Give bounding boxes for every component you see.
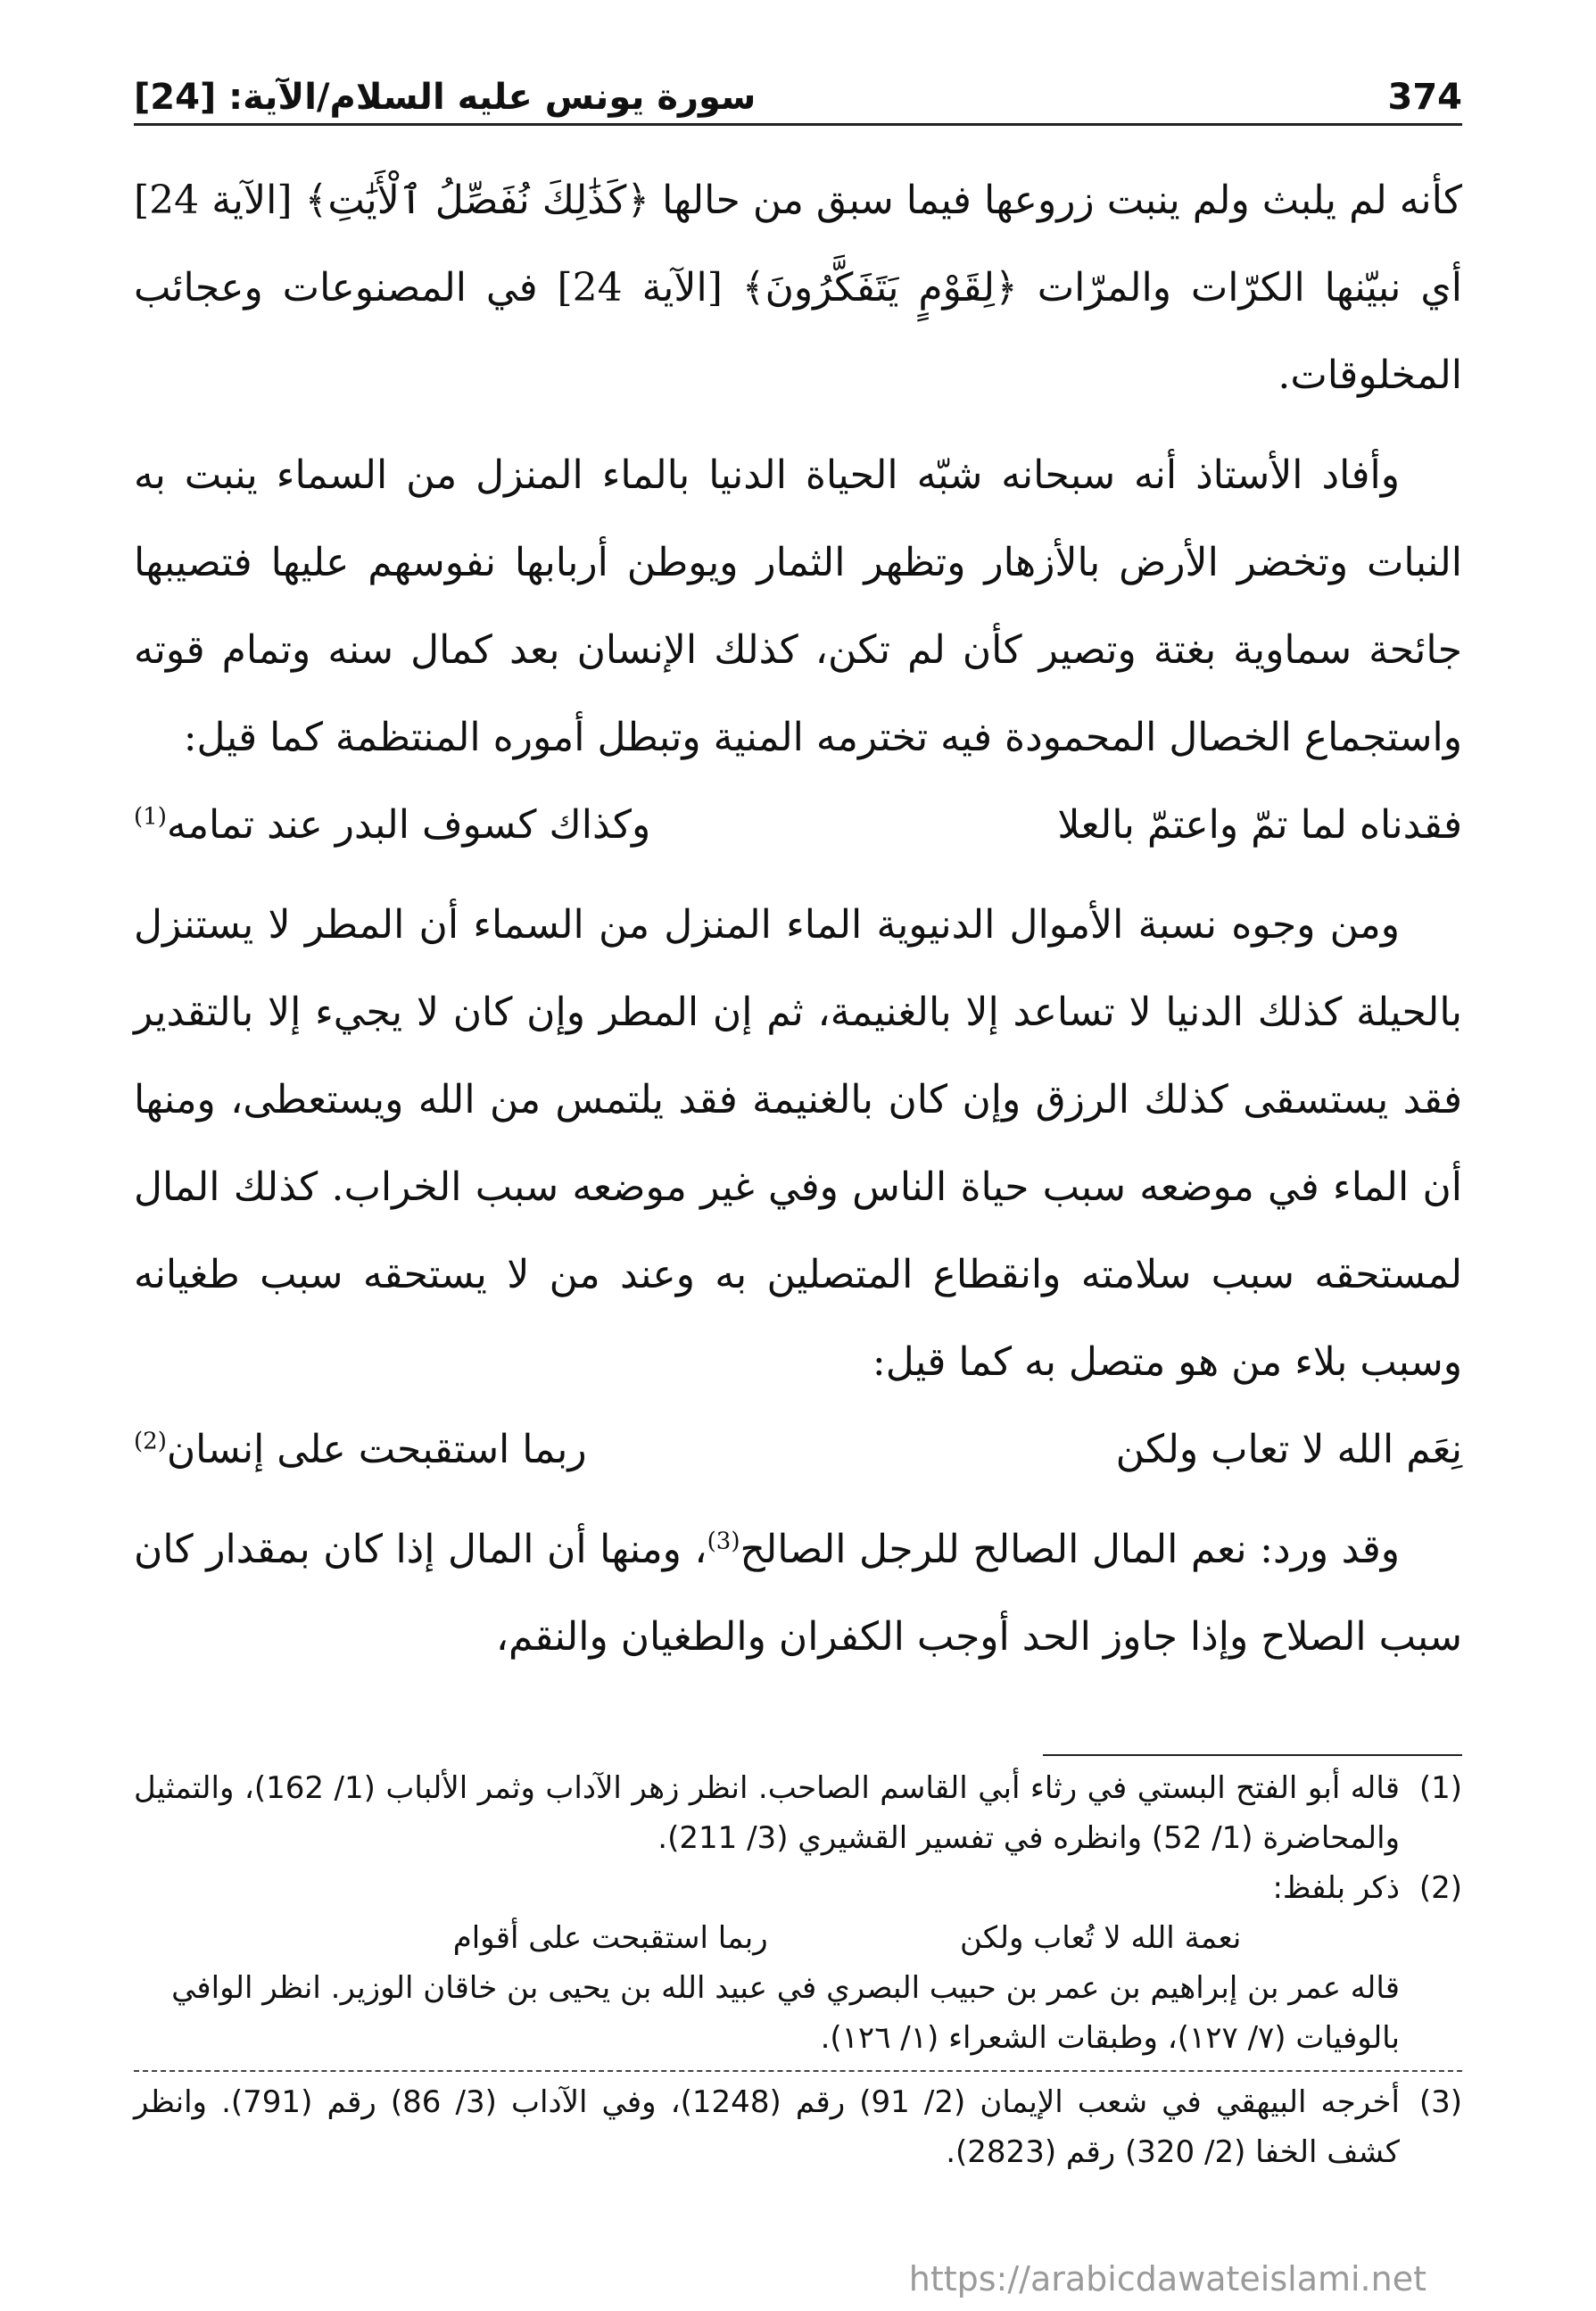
footnote-2-continuation: قاله عمر بن إبراهيم بن عمر بن حبيب البصري في عبيد الله بن يحيى بن خاقان الوزير. انظر الوافي بالوفيات (٧/ ١٢٧)، وطبقات الشعراء (١/ ١٢٦). bbox=[171, 1970, 1400, 2056]
verse-1-second-hemistich bbox=[134, 782, 650, 869]
footnote-3-text: أخرجه البيهقي في شعب الإيمان (2/ 91) رقم (1248)، وفي الآداب (3/ 86) رقم (791). وانظر كشف الخفا (2/ 320) رقم (2823). bbox=[134, 2084, 1400, 2170]
footnote-1 bbox=[134, 1763, 1462, 1863]
page-number: 374 bbox=[1387, 77, 1462, 118]
verse-2-second-hemistich bbox=[134, 1406, 587, 1494]
paragraph-3: ومن وجوه نسبة الأموال الدنيوية الماء المنزل من السماء أن المطر لا يستنزل بالحيلة كذلك الدنيا لا تساعد إلا بالغنيمة، ثم إن المطر وإن كان لا يجيء إلا بالتقدير فقد يستسقى كذلك الرزق وإن كان بالغنيمة فقد يلتمس من الله ويستعطى، ومنها أن الماء في موضعه سبب حياة الناس وفي غير موضعه سبب الخراب. كذلك المال لمستحقه سبب سلامته وانقطاع المتصلين به وعند من لا يستحقه سبب طغيانه وسبب بلاء من هو متصل به كما قيل: bbox=[134, 902, 1462, 1385]
verse-2-first-hemistich bbox=[1116, 1406, 1462, 1494]
footnotes-rule bbox=[1043, 1754, 1462, 1756]
running-header bbox=[134, 55, 1462, 118]
running-title: سورة يونس عليه السلام/الآية: [24] bbox=[134, 77, 757, 118]
footnotes bbox=[134, 1763, 1462, 2177]
footnote-3-number: (3) bbox=[1418, 2084, 1462, 2120]
paragraph-2: وأفاد الأستاذ أنه سبحانه شبّه الحياة الدنيا بالماء المنزل من السماء ينبت به النبات وتخضر الأرض بالأزهار وتظهر الثمار ويوطن أربابها نفوسهم عليها فتصيبها جائحة سماوية بغتة وتصير كأن لم تكن، كذلك الإنسان بعد كمال سنه وتمام قوته واستجماع الخصال المحمودة فيه تخترمه المنية وتبطل أموره المنتظمة كما قيل: bbox=[134, 452, 1462, 760]
footnote-2-verse-second: ربما استقبحت على أقوام bbox=[452, 1920, 768, 1956]
footnote-ref-3[interactable]: (3) bbox=[707, 1528, 740, 1555]
verse-2 bbox=[134, 1406, 1462, 1494]
verse-1-second-text: وكذاك كسوف البدر عند تمامه bbox=[166, 802, 651, 848]
header-rule bbox=[134, 123, 1462, 126]
verse-2-first-text: نِعَم الله لا تعاب ولكن bbox=[1115, 1427, 1462, 1472]
verse-1-first-hemistich bbox=[1057, 782, 1462, 869]
footnote-ref-1[interactable]: (1) bbox=[134, 803, 167, 831]
footnote-1-text: قاله أبو الفتح البستي في رثاء أبي القاسم الصاحب. انظر زهر الآداب وثمر الألباب (1/ 162)، والتمثيل والمحاضرة (1/ 52) وانظره في تفسير القشيري (3/ 211). bbox=[134, 1770, 1400, 1856]
watermark-url: https://arabicdawateislami.net bbox=[908, 2259, 1426, 2299]
footnote-2 bbox=[134, 1863, 1462, 1913]
footnote-2-number: (2) bbox=[1418, 1870, 1462, 1906]
paragraph-4 bbox=[134, 1506, 1462, 1681]
paragraph-4-start: وقد ورد: نعم المال الصالح للرجل الصالح bbox=[740, 1527, 1400, 1572]
footnote-divider bbox=[134, 2070, 1462, 2072]
footnote-2-verse-first: نعمة الله لا تُعاب ولكن bbox=[959, 1920, 1242, 1956]
verse-1 bbox=[134, 782, 1462, 869]
verse-1-first-text: فقدناه لما تمّ واعتمّ بالعلا bbox=[1057, 802, 1462, 848]
footnote-1-number: (1) bbox=[1418, 1770, 1462, 1806]
verse-2-second-text: ربما استقبحت على إنسان bbox=[166, 1427, 587, 1472]
footnote-2-text: ذكر بلفظ: bbox=[1272, 1870, 1400, 1906]
paragraph-1: كأنه لم يلبث ولم ينبت زروعها فيما سبق من حالها ﴿كَذَٰلِكَ نُفَصِّلُ ٱلْأَيَٰتِ﴾ [الآية 24] أي نبيّنها الكرّات والمرّات ﴿لِقَوْمٍ يَتَفَكَّرُونَ﴾ [الآية 24] في المصنوعات وعجائب المخلوقات. bbox=[134, 178, 1462, 398]
footnote-ref-2[interactable]: (2) bbox=[134, 1428, 167, 1455]
footnote-3 bbox=[134, 2077, 1462, 2177]
paragraph-4-end: ، ومنها أن المال إذا كان بمقدار كان سبب الصلاح وإذا جاوز الحد أوجب الكفران والطغيان والنقم، bbox=[134, 1527, 1462, 1660]
main-text bbox=[134, 157, 1462, 1681]
footnote-2-verse bbox=[134, 1913, 1462, 1963]
